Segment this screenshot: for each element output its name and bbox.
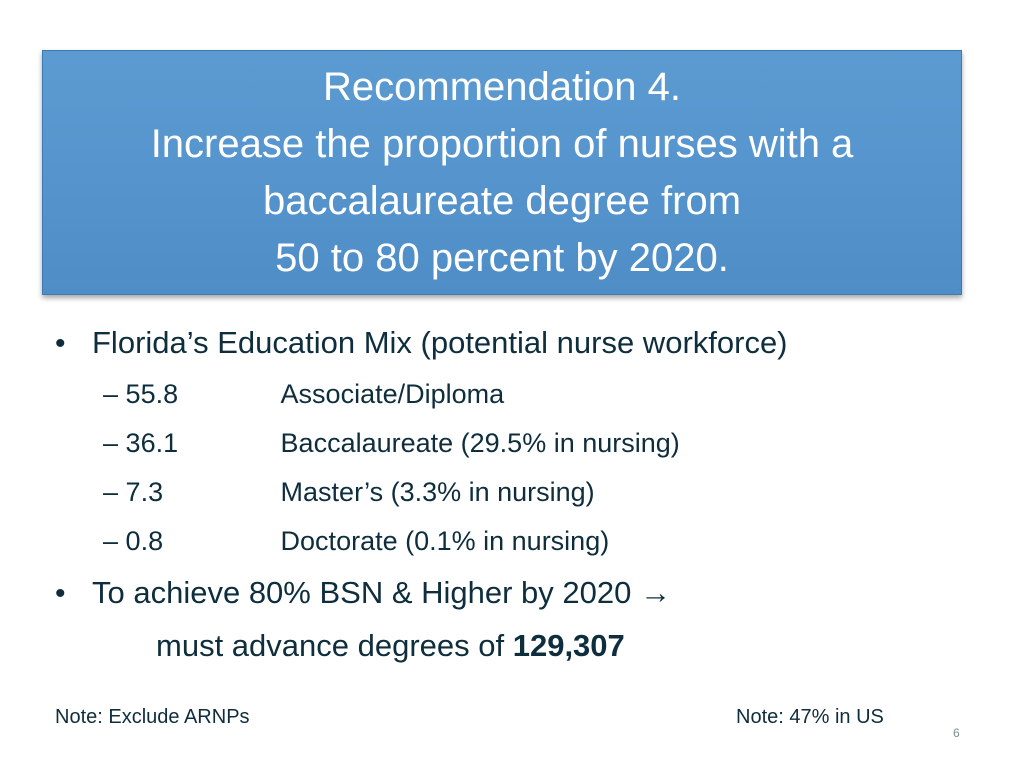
bullet-dot-icon: • — [55, 327, 66, 360]
list-item — [103, 428, 680, 459]
note-right: Note: 47% in US — [736, 706, 884, 728]
education-mix-heading: Florida’s Education Mix (potential nurse workforce) — [92, 325, 788, 360]
mix-label: Master’s (3.3% in nursing) — [280, 477, 595, 507]
bullet-dot-icon: • — [55, 577, 66, 610]
mix-label: Associate/Diploma — [280, 379, 505, 409]
bullet-education-mix — [55, 325, 788, 361]
mix-value: 36.1 — [125, 428, 179, 458]
continuation-text: must advance degrees of — [156, 628, 513, 663]
continuation-value: 129,307 — [512, 628, 625, 663]
mix-value: 0.8 — [125, 526, 164, 556]
goal-continuation — [156, 628, 625, 664]
mix-value: 7.3 — [125, 477, 164, 507]
title-line-3: baccalaureate degree from — [262, 178, 742, 223]
title-line-2: Increase the proportion of nurses with a — [150, 121, 854, 166]
bullet-goal — [55, 575, 671, 611]
note-left: Note: Exclude ARNPs — [55, 706, 250, 728]
dash-icon: – — [103, 477, 119, 507]
dash-icon: – — [103, 428, 119, 458]
list-item — [103, 379, 504, 410]
list-item — [103, 526, 609, 557]
title-line-1: Recommendation 4. — [323, 64, 681, 109]
mix-value: 55.8 — [125, 379, 179, 409]
mix-label: Doctorate (0.1% in nursing) — [280, 526, 610, 556]
slide-number: 6 — [953, 726, 960, 740]
title-line-4: 50 to 80 percent by 2020. — [275, 235, 729, 280]
arrow-right-icon: → — [640, 575, 671, 610]
goal-text: To achieve 80% BSN & Higher by 2020 — [92, 575, 632, 610]
dash-icon: – — [103, 379, 119, 409]
dash-icon: – — [103, 526, 119, 556]
list-item — [103, 477, 595, 508]
mix-label: Baccalaureate (29.5% in nursing) — [280, 428, 680, 458]
